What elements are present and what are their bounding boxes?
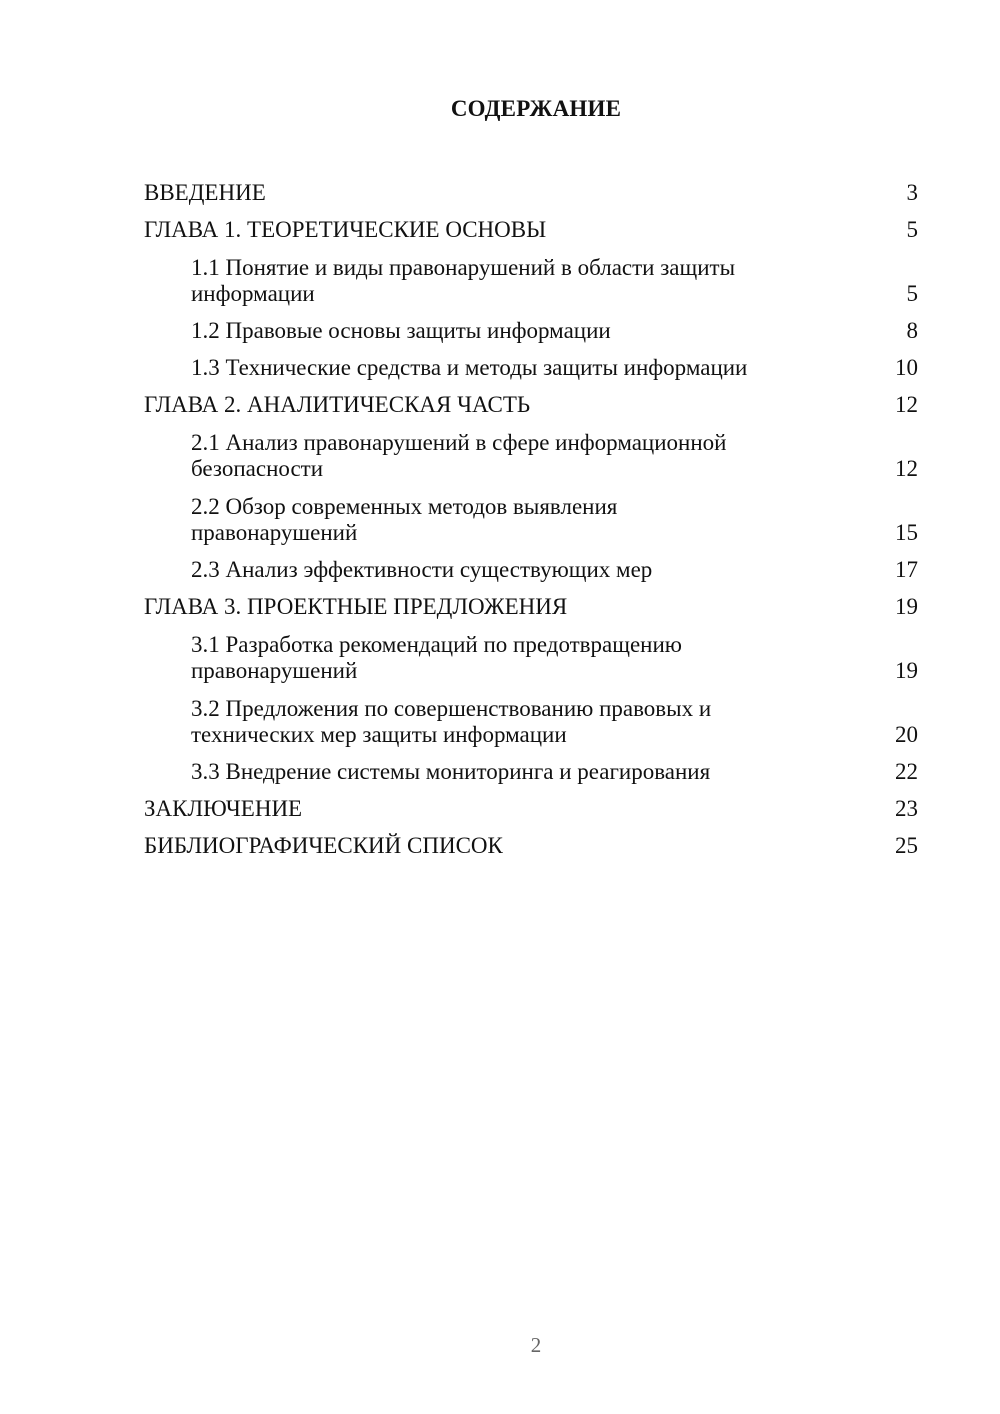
toc-entry-bibliography[interactable]: [144, 822, 918, 859]
toc-entry-section-3-3[interactable]: [144, 748, 918, 785]
toc-entry-chapter-2[interactable]: [144, 381, 918, 418]
toc-entry-chapter-3[interactable]: [144, 583, 918, 620]
toc-entry-introduction[interactable]: [144, 169, 918, 206]
toc-entry-chapter-1[interactable]: [144, 206, 918, 243]
toc-entry-title: 2.1 Анализ правонарушений в сфере информационной безопасности: [191, 430, 727, 481]
toc-entry-page: 17: [895, 557, 918, 582]
toc-entry-title: ГЛАВА 3. ПРОЕКТНЫЕ ПРЕДЛОЖЕНИЯ: [144, 594, 568, 619]
toc-entry-section-1-1[interactable]: [144, 243, 918, 307]
toc-entry-section-1-2[interactable]: [144, 307, 918, 344]
toc-entry-title: 1.3 Технические средства и методы защиты информации: [191, 355, 748, 380]
toc-entry-title: 3.2 Предложения по совершенствованию правовых и технических мер защиты информации: [191, 696, 712, 747]
toc-entry-page: 20: [895, 722, 918, 747]
toc-entry-section-2-1[interactable]: [144, 418, 918, 482]
toc-entry-page: 19: [895, 594, 918, 619]
toc-entry-title: 1.1 Понятие и виды правонарушений в области защиты информации: [191, 255, 736, 306]
toc-entry-section-2-3[interactable]: [144, 546, 918, 583]
toc-heading: СОДЕРЖАНИЕ: [450, 96, 622, 121]
toc-entry-page: 25: [895, 833, 918, 858]
table-of-contents: [144, 169, 918, 859]
toc-entry-title: 3.1 Разработка рекомендаций по предотвращению правонарушений: [191, 632, 682, 683]
toc-entry-section-3-2[interactable]: [144, 684, 918, 748]
toc-entry-page: 19: [895, 658, 918, 683]
toc-entry-page: 5: [906, 217, 918, 242]
toc-entry-title: 3.3 Внедрение системы мониторинга и реагирования: [191, 759, 711, 784]
toc-entry-page: 10: [895, 355, 918, 380]
toc-entry-page: 22: [895, 759, 918, 784]
page-number: 2: [530, 1333, 542, 1357]
toc-entry-title: ГЛАВА 2. АНАЛИТИЧЕСКАЯ ЧАСТЬ: [144, 392, 531, 417]
toc-entry-section-1-3[interactable]: [144, 344, 918, 381]
toc-entry-page: 23: [895, 796, 918, 821]
toc-entry-conclusion[interactable]: [144, 785, 918, 822]
toc-entry-title: ЗАКЛЮЧЕНИЕ: [144, 796, 303, 821]
toc-entry-page: 5: [906, 281, 918, 306]
toc-entry-title: ГЛАВА 1. ТЕОРЕТИЧЕСКИЕ ОСНОВЫ: [144, 217, 547, 242]
toc-entry-section-2-2[interactable]: [144, 482, 918, 546]
toc-entry-title: 2.2 Обзор современных методов выявления правонарушений: [191, 494, 618, 545]
toc-entry-page: 12: [895, 392, 918, 417]
toc-entry-page: 12: [895, 456, 918, 481]
toc-entry-title: 2.3 Анализ эффективности существующих мер: [191, 557, 653, 582]
toc-entry-title: ВВЕДЕНИЕ: [144, 180, 266, 205]
toc-entry-page: 3: [906, 180, 918, 205]
toc-entry-title: 1.2 Правовые основы защиты информации: [191, 318, 611, 343]
toc-entry-title: БИБЛИОГРАФИЧЕСКИЙ СПИСОК: [144, 833, 503, 858]
toc-entry-section-3-1[interactable]: [144, 620, 918, 684]
toc-entry-page: 15: [895, 520, 918, 545]
toc-entry-page: 8: [906, 318, 918, 343]
